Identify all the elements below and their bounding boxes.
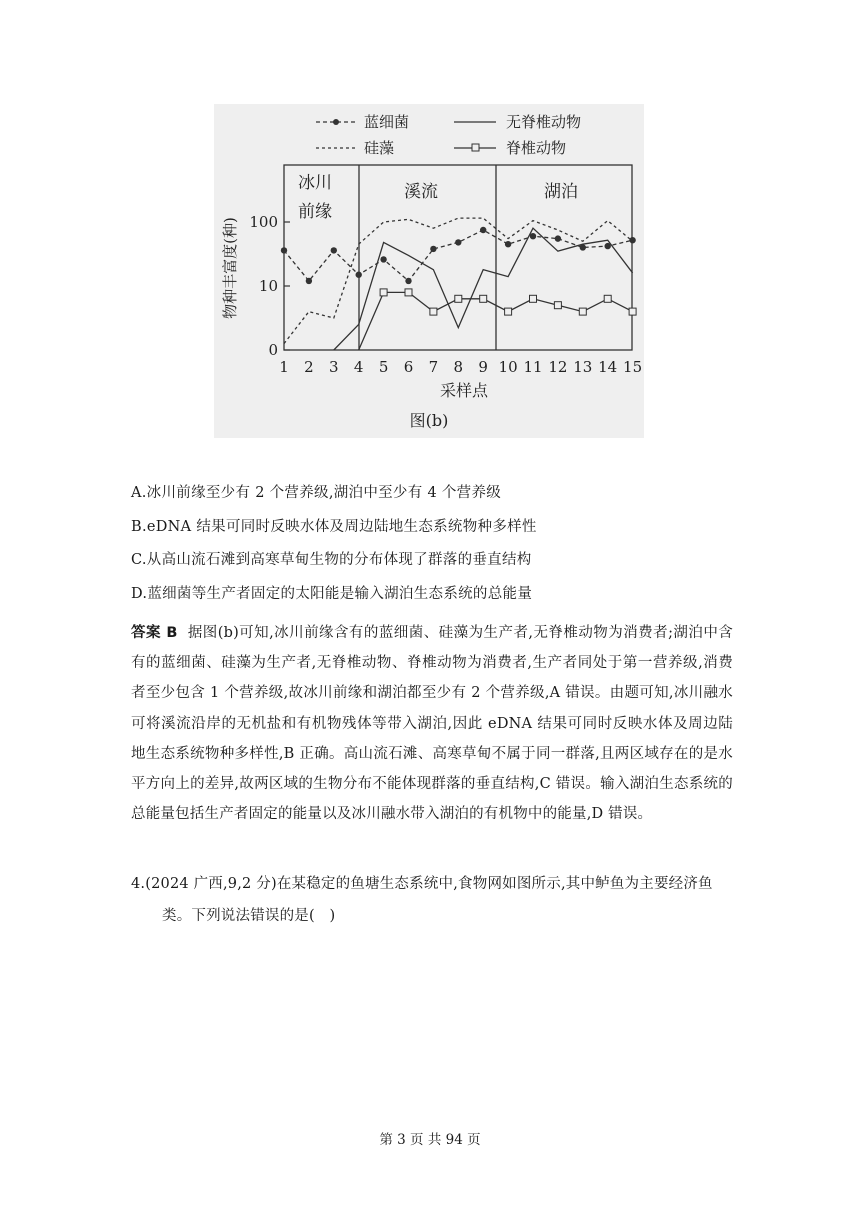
legend-cyanobacteria-label: 蓝细菌 [364,113,410,131]
figure-caption: 图(b) [409,411,449,430]
series-line-diatom [284,218,633,343]
legend [316,113,581,157]
option-c: C.从高山流石滩到高寒草甸生物的分布体现了群落的垂直结构 [131,552,532,568]
x-tick-label: 9 [478,358,488,376]
series-line-invertebrate [334,228,633,350]
x-tick-label: 12 [548,358,568,376]
data-point-vertebrate [579,308,586,315]
data-point-vertebrate [554,302,561,309]
data-point-vertebrate [380,289,387,296]
data-point-vertebrate [405,289,412,296]
plot-frame [284,165,632,350]
answer-text: 据图(b)可知,冰川前缘含有的蓝细菌、硅藻为生产者,无脊椎动物为消费者;湖泊中含有的蓝细菌、硅藻为生产者,无脊椎动物、脊椎动物为消费者,生产者同处于第一营养级,消费者至少包含 1 个营养级,故冰川前缘和湖泊都至少有 2 个营养级,A 错误。由题可知,冰川融水可将溪流沿岸的无机盐和有机物残体等带入湖泊,因此 eDNA 结果可同时反映水体及周边陆地生态系统物种多样性,B 正确。高山流石滩、高寒草甸不属于同一群落,且两区域存在的是水平方向上的差异,故两区域的生物分布不能体现群落的垂直结构,C 错误。输入湖泊生态系统的总能量包括生产者固定的能量以及冰川融水带入湖泊的有机物中的能量,D 错误。 [131,625,733,823]
region-glacier-label-2: 前缘 [298,202,332,222]
data-point-cyanobacteria [281,247,287,253]
x-tick-label: 14 [598,358,618,376]
data-point-cyanobacteria [480,227,486,233]
x-tick-label: 6 [403,358,414,376]
figure-b [214,104,644,438]
question-line-1: 4.(2024 广西,9,2 分)在某稳定的鱼塘生态系统中,食物网如图所示,其中鲈鱼为主要经济鱼 [131,876,713,892]
y-axis-label: 物种丰富度(种) [221,217,239,319]
y-tick-label: 10 [258,277,278,295]
x-tick-label: 3 [329,358,339,376]
legend-vertebrate-label: 脊椎动物 [506,139,567,157]
data-point-vertebrate [629,308,636,315]
page-footer: 第 3 页 共 94 页 [379,1132,481,1148]
y-tick-label: 0 [268,341,278,359]
data-point-cyanobacteria [505,241,511,247]
x-tick-label: 1 [279,358,289,376]
data-point-cyanobacteria [380,256,386,262]
data-point-cyanobacteria [629,237,635,243]
data-point-cyanobacteria [430,246,436,252]
data-point-vertebrate [480,295,487,302]
x-tick-label: 8 [453,358,464,376]
x-axis-label: 采样点 [439,381,489,400]
x-ticks [279,358,642,376]
data-point-vertebrate [455,295,462,302]
x-tick-label: 11 [523,358,543,376]
x-tick-label: 2 [304,358,314,376]
region-lake-label: 湖泊 [544,182,578,202]
data-point-cyanobacteria [455,239,461,245]
x-tick-label: 7 [428,358,439,376]
legend-diatom-label: 硅藻 [364,139,395,157]
x-tick-label: 4 [353,358,364,376]
option-d: D.蓝细菌等生产者固定的太阳能是输入湖泊生态系统的总能量 [131,586,533,602]
answer-label: 答案 B [131,625,178,641]
x-tick-label: 5 [378,358,389,376]
x-tick-label: 13 [573,358,593,376]
y-tick-label: 100 [249,213,278,231]
x-tick-label: 15 [623,358,643,376]
legend-cyanobacteria-marker [333,119,339,125]
species-richness-chart [214,104,644,438]
data-point-vertebrate [505,308,512,315]
question-line-2: 类。下列说法错误的是( ) [162,908,336,924]
data-point-cyanobacteria [356,272,362,278]
answer-explanation [131,618,733,829]
data-point-cyanobacteria [331,247,337,253]
legend-vertebrate-marker [472,144,479,151]
data-point-vertebrate [430,308,437,315]
data-point-cyanobacteria [405,278,411,284]
option-b: B.eDNA 结果可同时反映水体及周边陆地生态系统物种多样性 [131,519,537,535]
data-point-vertebrate [604,295,611,302]
region-stream-label: 溪流 [404,182,438,202]
x-tick-label: 10 [498,358,518,376]
legend-invertebrate-label: 无脊椎动物 [506,113,582,131]
region-glacier-label-1: 冰川 [298,173,332,193]
option-a: A.冰川前缘至少有 2 个营养级,湖泊中至少有 4 个营养级 [131,485,502,501]
data-point-vertebrate [530,295,537,302]
series-line-cyanobacteria [284,230,633,281]
data-point-cyanobacteria [555,235,561,241]
question-4 [131,868,741,932]
data-point-cyanobacteria [306,278,312,284]
series-group [281,218,636,350]
